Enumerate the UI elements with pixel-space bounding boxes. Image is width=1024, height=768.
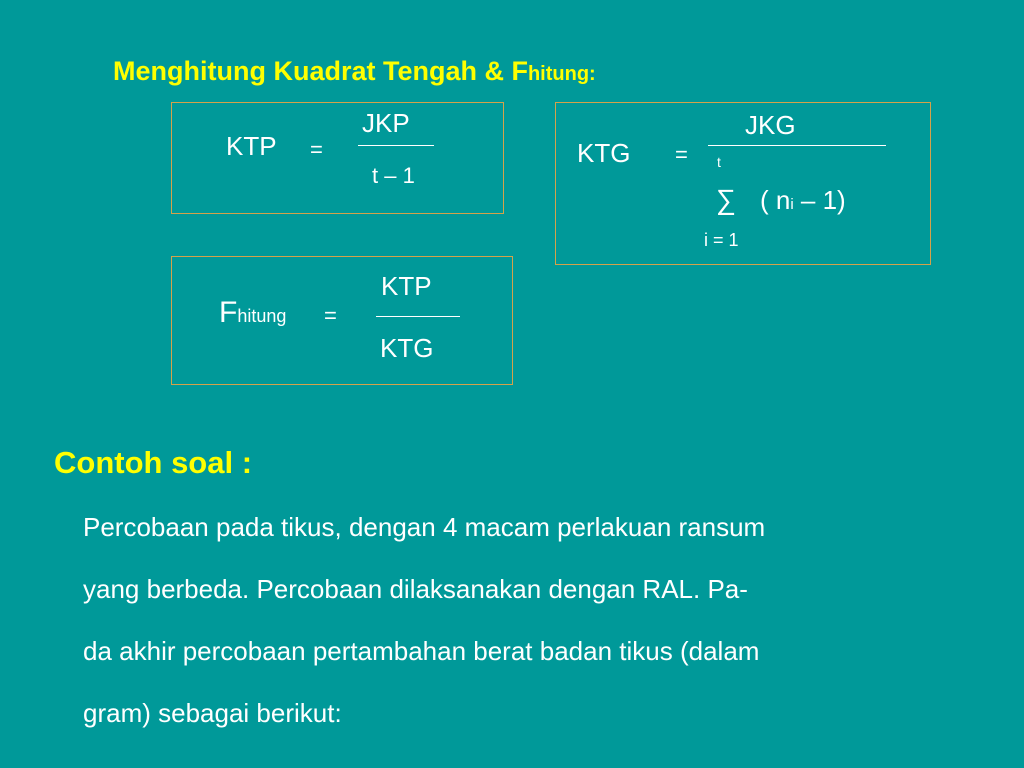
fhitung-equals: =	[324, 303, 337, 328]
ktg-lhs: KTG	[577, 138, 631, 168]
example-heading: Contoh soal :	[54, 445, 253, 480]
ktp-denominator: t – 1	[372, 163, 415, 188]
slide-title	[113, 56, 596, 87]
ktg-sum-upper-limit: t	[717, 154, 721, 170]
slide-title-main: Menghitung Kuadrat Tengah & F	[113, 56, 528, 86]
fhitung-numerator: KTP	[381, 271, 432, 301]
ktg-numerator: JKG	[745, 110, 796, 140]
fhitung-denominator: KTG	[380, 333, 434, 363]
ktp-numerator: JKP	[362, 108, 410, 138]
slide-title-subscript: hitung:	[527, 63, 596, 85]
ktp-equals: =	[310, 137, 323, 162]
ktg-sum-lower-limit: i = 1	[704, 230, 739, 250]
example-paragraph-line: Percobaan pada tikus, dengan 4 macam perlakuan ransum	[83, 512, 766, 542]
ktp-fraction-line	[358, 145, 434, 146]
fhitung-lhs-main: F	[219, 296, 238, 329]
ktp-lhs: KTP	[226, 131, 277, 161]
ktg-equals: =	[675, 142, 688, 167]
example-paragraph-line: yang berbeda. Percobaan dilaksanakan dengan RAL. Pa-	[83, 574, 748, 604]
ktg-term-subscript: i	[790, 196, 794, 213]
fhitung-lhs-subscript: hitung	[237, 306, 287, 326]
formula-box-ktp	[171, 102, 504, 214]
ktg-term-close: – 1)	[793, 185, 846, 215]
ktg-sum-term	[760, 185, 846, 216]
summation-icon: ∑	[716, 184, 736, 215]
example-paragraph-line: da akhir percobaan pertambahan berat badan tikus (dalam	[83, 636, 760, 666]
ktg-fraction-line	[708, 145, 886, 146]
ktg-term-open: ( n	[760, 185, 791, 215]
fhitung-fraction-line	[376, 316, 460, 317]
fhitung-lhs	[219, 296, 286, 330]
example-paragraph-line: gram) sebagai berikut:	[83, 698, 342, 728]
formula-box-ktg	[555, 102, 931, 265]
